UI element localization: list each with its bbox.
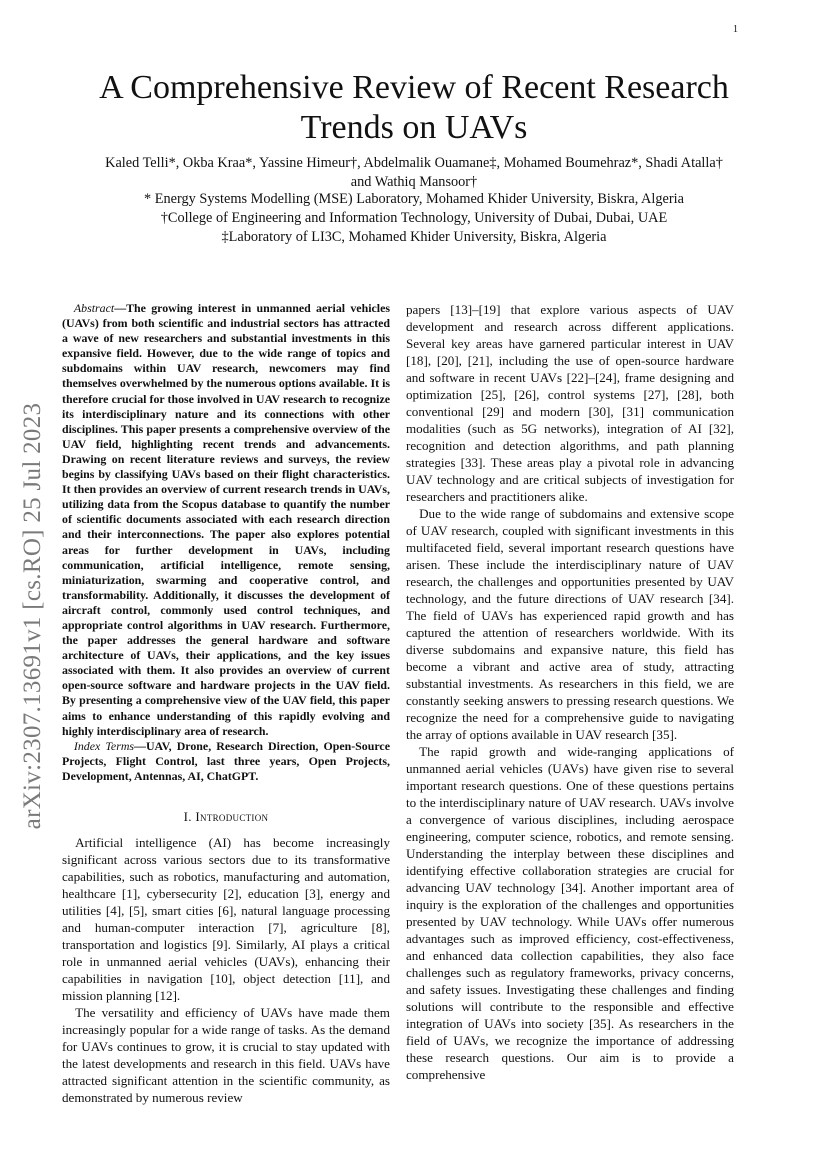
authors-line-1: Kaled Telli*, Okba Kraa*, Yassine Himeur†, Abdelmalik Ouamane‡, Mohamed Boumehraz*, Shadi Atalla†	[105, 155, 723, 171]
title-line-2: Trends on UAVs	[300, 109, 528, 146]
page-number: 1	[733, 24, 738, 35]
author-list	[60, 154, 768, 192]
intro-paragraph-1: Artificial intelligence (AI) has become increasingly significant across various sectors due to its transformative capabilities, such as robotics, manufacturing and automation, healthcare [1], cybersecurity [2], education [3], energy and utilities [4], [5], smart cities [6], natural language processing and human-computer interaction [7], agriculture [8], transportation and logistics [9]. Similarly, AI plays a critical role in unmanned aerial vehicles (UAVs), enhancing their capabilities in navigation [10], object detection [11], and mission planning [12].	[62, 835, 390, 1003]
affiliation-3: ‡Laboratory of LI3C, Mohamed Khider University, Biskra, Algeria	[221, 229, 607, 246]
abstract	[62, 301, 390, 739]
intro-paragraph-2: The versatility and efficiency of UAVs have made them increasingly popular for a wide range of tasks. As the demand for UAVs continues to grow, it is crucial to stay updated with the latest developments and research in this field. UAVs have attracted significant attention in the scientific community, as demonstrated by numerous review	[62, 1005, 390, 1105]
section-title: Introduction	[195, 809, 269, 824]
right-paragraph-3: The rapid growth and wide-ranging applications of unmanned aerial vehicles (UAVs) have given rise to several important research questions. One of these questions pertains to the interdisciplinary nature of UAV research. UAVs involve a convergence of various disciplines, including aerospace engineering, computer science, robotics, and remote sensing. Understanding the interplay between these disciplines and identifying effective collaboration strategies are crucial for advancing UAV technology [34]. Another important area of inquiry is the exploration of the challenges and opportunities presented by UAV technology. While UAVs offer numerous advantages such as improved efficiency, cost-effectiveness, and enhanced data collection capabilities, they also face challenges such as regulatory frameworks, privacy concerns, and safety issues. Investigating these challenges and finding solutions will contribute to the responsible and effective integration of UAVs into society [35]. As researchers in the field of UAVs, we recognize the importance of addressing these research questions. Our aim is to provide a comprehensive	[406, 744, 734, 1082]
index-terms	[62, 739, 390, 784]
index-terms-text: —UAV, Drone, Research Direction, Open-Source Projects, Flight Control, last three years, Open Projects, Development, Antennas, AI, ChatGPT.	[62, 738, 390, 783]
section-heading	[62, 808, 390, 825]
index-terms-label: Index Terms	[73, 738, 135, 753]
affiliation-1: * Energy Systems Modelling (MSE) Laboratory, Mohamed Khider University, Biskra, Algeria	[144, 191, 684, 207]
right-paragraph-1: papers [13]–[19] that explore various aspects of UAV development and research across different applications. Several key areas have garnered particular interest in UAV [18], [20], [21], including the use of open-source hardware and software in recent UAVs [22]–[24], frame designing and optimization [25], [26], control systems [27], [28], both conventional [29] and modern [30], [31] communication modalities (such as 5G networks), integration of AI [32], recognition and detection algorithms, and path planning strategies [33]. These areas play a pivotal role in advancing UAV technology and are critical subjects of investigation for researchers and practitioners alike.	[406, 302, 734, 504]
affiliations	[60, 190, 768, 248]
abstract-text: —The growing interest in unmanned aerial vehicles (UAVs) from both scientific and industrial sectors has attracted a wave of new researchers and substantial investments in this expansive field. However, due to the wide range of topics and subdomains within UAV research, newcomers may find themselves overwhelmed by the numerous options available. It is therefore crucial for those involved in UAV research to recognize its interdisciplinary nature and its connections with other disciplines. This paper presents a comprehensive overview of the UAV field, highlighting recent trends and advancements. Drawing on recent literature reviews and surveys, the review begins by classifying UAVs based on their flight characteristics. It then provides an overview of current research trends in UAVs, utilizing data from the Scopus database to quantify the number of scientific documents associated with each research direction and their interconnections. The paper also explores potential areas for further development in UAVs, including communication, artificial intelligence, remote sensing, miniaturization, swarming and cooperative control, and transformability. Additionally, it discusses the development of aircraft control, commonly used control techniques, and appropriate control algorithms in UAV research. Furthermore, the paper addresses the general hardware and software architecture of UAVs, their applications, and the key issues associated with them. It also provides an overview of current open-source software and hardware projects in the UAV field. By presenting a comprehensive view of the UAV field, this paper aims to enhance understanding of this rapidly evolving and highly interdisciplinary area of research.	[62, 301, 390, 738]
left-column	[62, 301, 390, 1106]
arxiv-stamp: arXiv:2307.13691v1 [cs.RO] 25 Jul 2023	[19, 402, 46, 830]
paper-title	[60, 68, 768, 148]
abstract-label: Abstract	[73, 301, 115, 315]
section-number: I.	[183, 809, 192, 824]
right-paragraph-2: Due to the wide range of subdomains and extensive scope of UAV research, coupled with significant investments in this multifaceted field, several important research questions have arisen. These include the interdisciplinary nature of UAV research, the challenges and opportunities presented by UAV technology, and the future directions of UAV research [34]. The field of UAVs has experienced rapid growth and has captured the attention of researchers worldwide. With its diverse subdomains and expansive nature, this field has become a vibrant and active area of study, attracting substantial investments. As researchers in this field, we are constantly seeking answers to pressing research questions. We recognize the need for a comprehensive guide to navigating the array of options available in UAV research [35].	[406, 506, 734, 742]
title-line-1: A Comprehensive Review of Recent Research	[99, 69, 729, 106]
affiliation-2: †College of Engineering and Information Technology, University of Dubai, Dubai, UAE	[160, 210, 668, 227]
authors-line-2: and Wathiq Mansoor†	[350, 174, 478, 190]
right-column	[406, 301, 734, 1083]
